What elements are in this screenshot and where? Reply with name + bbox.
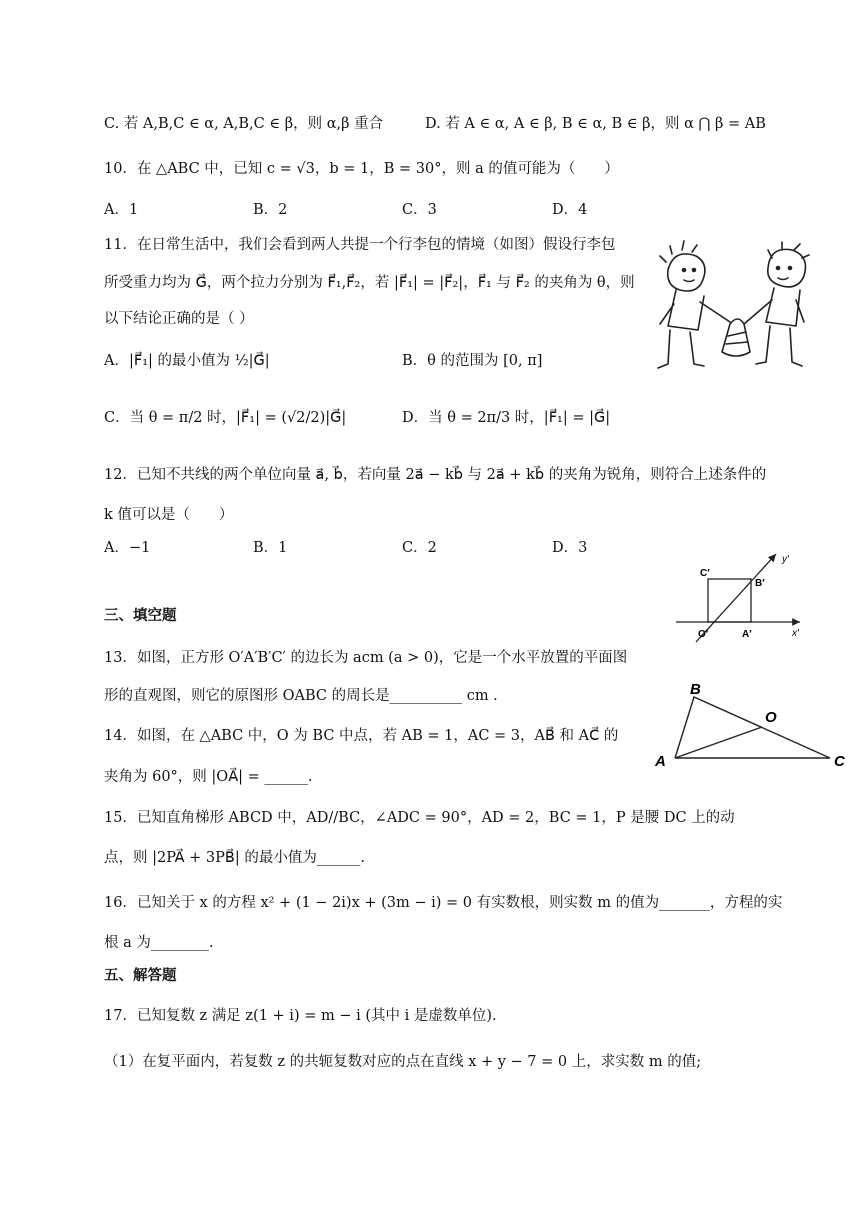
luggage-carrying-illustration [650,240,810,380]
q11-option-c: C．当 θ = π/2 时，|F⃗₁| = (√2/2)|G⃗| [104,410,347,426]
q11-line-3: 以下结论正确的是（ ） [104,311,254,327]
q15-line-2: 点，则 |2PA⃗ + 3PB⃗| 的最小值为______. [104,850,365,866]
fig13-label-b: B′ [755,578,765,589]
fig13-y-axis-label: y′ [782,554,789,565]
q15-line-1: 15．已知直角梯形 ABCD 中，AD//BC，∠ADC = 90°，AD = 2，BC = 1，P 是腰 DC 上的动 [104,810,735,826]
q11-option-d: D．当 θ = 2π/3 时，|F⃗₁| = |G⃗| [402,410,611,426]
q10-option-c: C．3 [402,202,437,218]
q11-option-a: A．|F⃗₁| 的最小值为 ½|G⃗| [104,353,270,369]
fig13-x-axis-label: x′ [792,628,799,639]
q13-line-2: 形的直观图，则它的原图形 OABC 的周长是__________ cm . [104,688,498,704]
q13-line-1: 13．如图，正方形 O′A′B′C′ 的边长为 acm (a > 0)，它是一个水平放置的平面图 [104,650,628,666]
q10-option-b: B．2 [253,202,288,218]
q9-option-c: C. 若 A,B,C ∈ α, A,B,C ∈ β，则 α,β 重合 [104,116,384,132]
q17-line-2: （1）在复平面内，若复数 z 的共轭复数对应的点在直线 x + y − 7 = 0 上，求实数 m 的值; [104,1054,702,1070]
figure-q13-square-axes [672,548,812,643]
fig14-label-b: B [690,681,701,698]
q17-line-1: 17．已知复数 z 满足 z(1 + i) = m − i (其中 i 是虚数单位). [104,1008,497,1024]
section-fill-in-blank-heading: 三、填空题 [104,607,177,624]
q12-option-d: D．3 [552,540,588,556]
q10-option-d: D．4 [552,202,588,218]
q12-option-c: C．2 [402,540,437,556]
q10-option-a: A．1 [104,202,139,218]
q12-line-1: 12．已知不共线的两个单位向量 a⃗, b⃗，若向量 2a⃗ − kb⃗ 与 2a⃗ + kb⃗ 的夹角为锐角，则符合上述条件的 [104,467,767,483]
q14-line-1: 14．如图，在 △ABC 中，O 为 BC 中点，若 AB = 1，AC = 3，AB⃗ 和 AC⃗ 的 [104,728,619,744]
fig13-label-a: A′ [742,629,752,640]
fig13-label-o: O′ [698,629,709,640]
q12-line-2: k 值可以是（ ） [104,507,234,523]
fig14-label-a: A [655,753,666,770]
q14-line-2: 夹角为 60°，则 |OA⃗| = ______. [104,769,313,785]
q10-stem: 10．在 △ABC 中，已知 c = √3，b = 1，B = 30°，则 a 的值可能为（ ） [104,161,619,177]
fig14-label-o: O [765,709,777,726]
q9-option-d: D. 若 A ∈ α, A ∈ β, B ∈ α, B ∈ β，则 α ⋂ β = AB [425,116,766,132]
q12-option-a: A．−1 [104,540,151,556]
fig14-label-c: C [834,753,845,770]
q16-line-2: 根 a 为________. [104,935,214,951]
section-solution-heading: 五、解答题 [104,967,177,984]
q11-option-b: B．θ 的范围为 [0, π] [402,353,543,369]
q11-line-2: 所受重力均为 G⃗，两个拉力分别为 F⃗₁,F⃗₂，若 |F⃗₁| = |F⃗₂|，F⃗₁ 与 F⃗₂ 的夹角为 θ，则 [104,275,635,291]
q11-line-1: 11．在日常生活中，我们会看到两人共提一个行李包的情境（如图）假设行李包 [104,237,616,253]
q12-option-b: B．1 [253,540,288,556]
fig13-label-c: C′ [700,568,710,579]
figure-q14-triangle [650,680,850,770]
q16-line-1: 16．已知关于 x 的方程 x² + (1 − 2i)x + (3m − i) = 0 有实数根，则实数 m 的值为_______，方程的实 [104,895,783,911]
